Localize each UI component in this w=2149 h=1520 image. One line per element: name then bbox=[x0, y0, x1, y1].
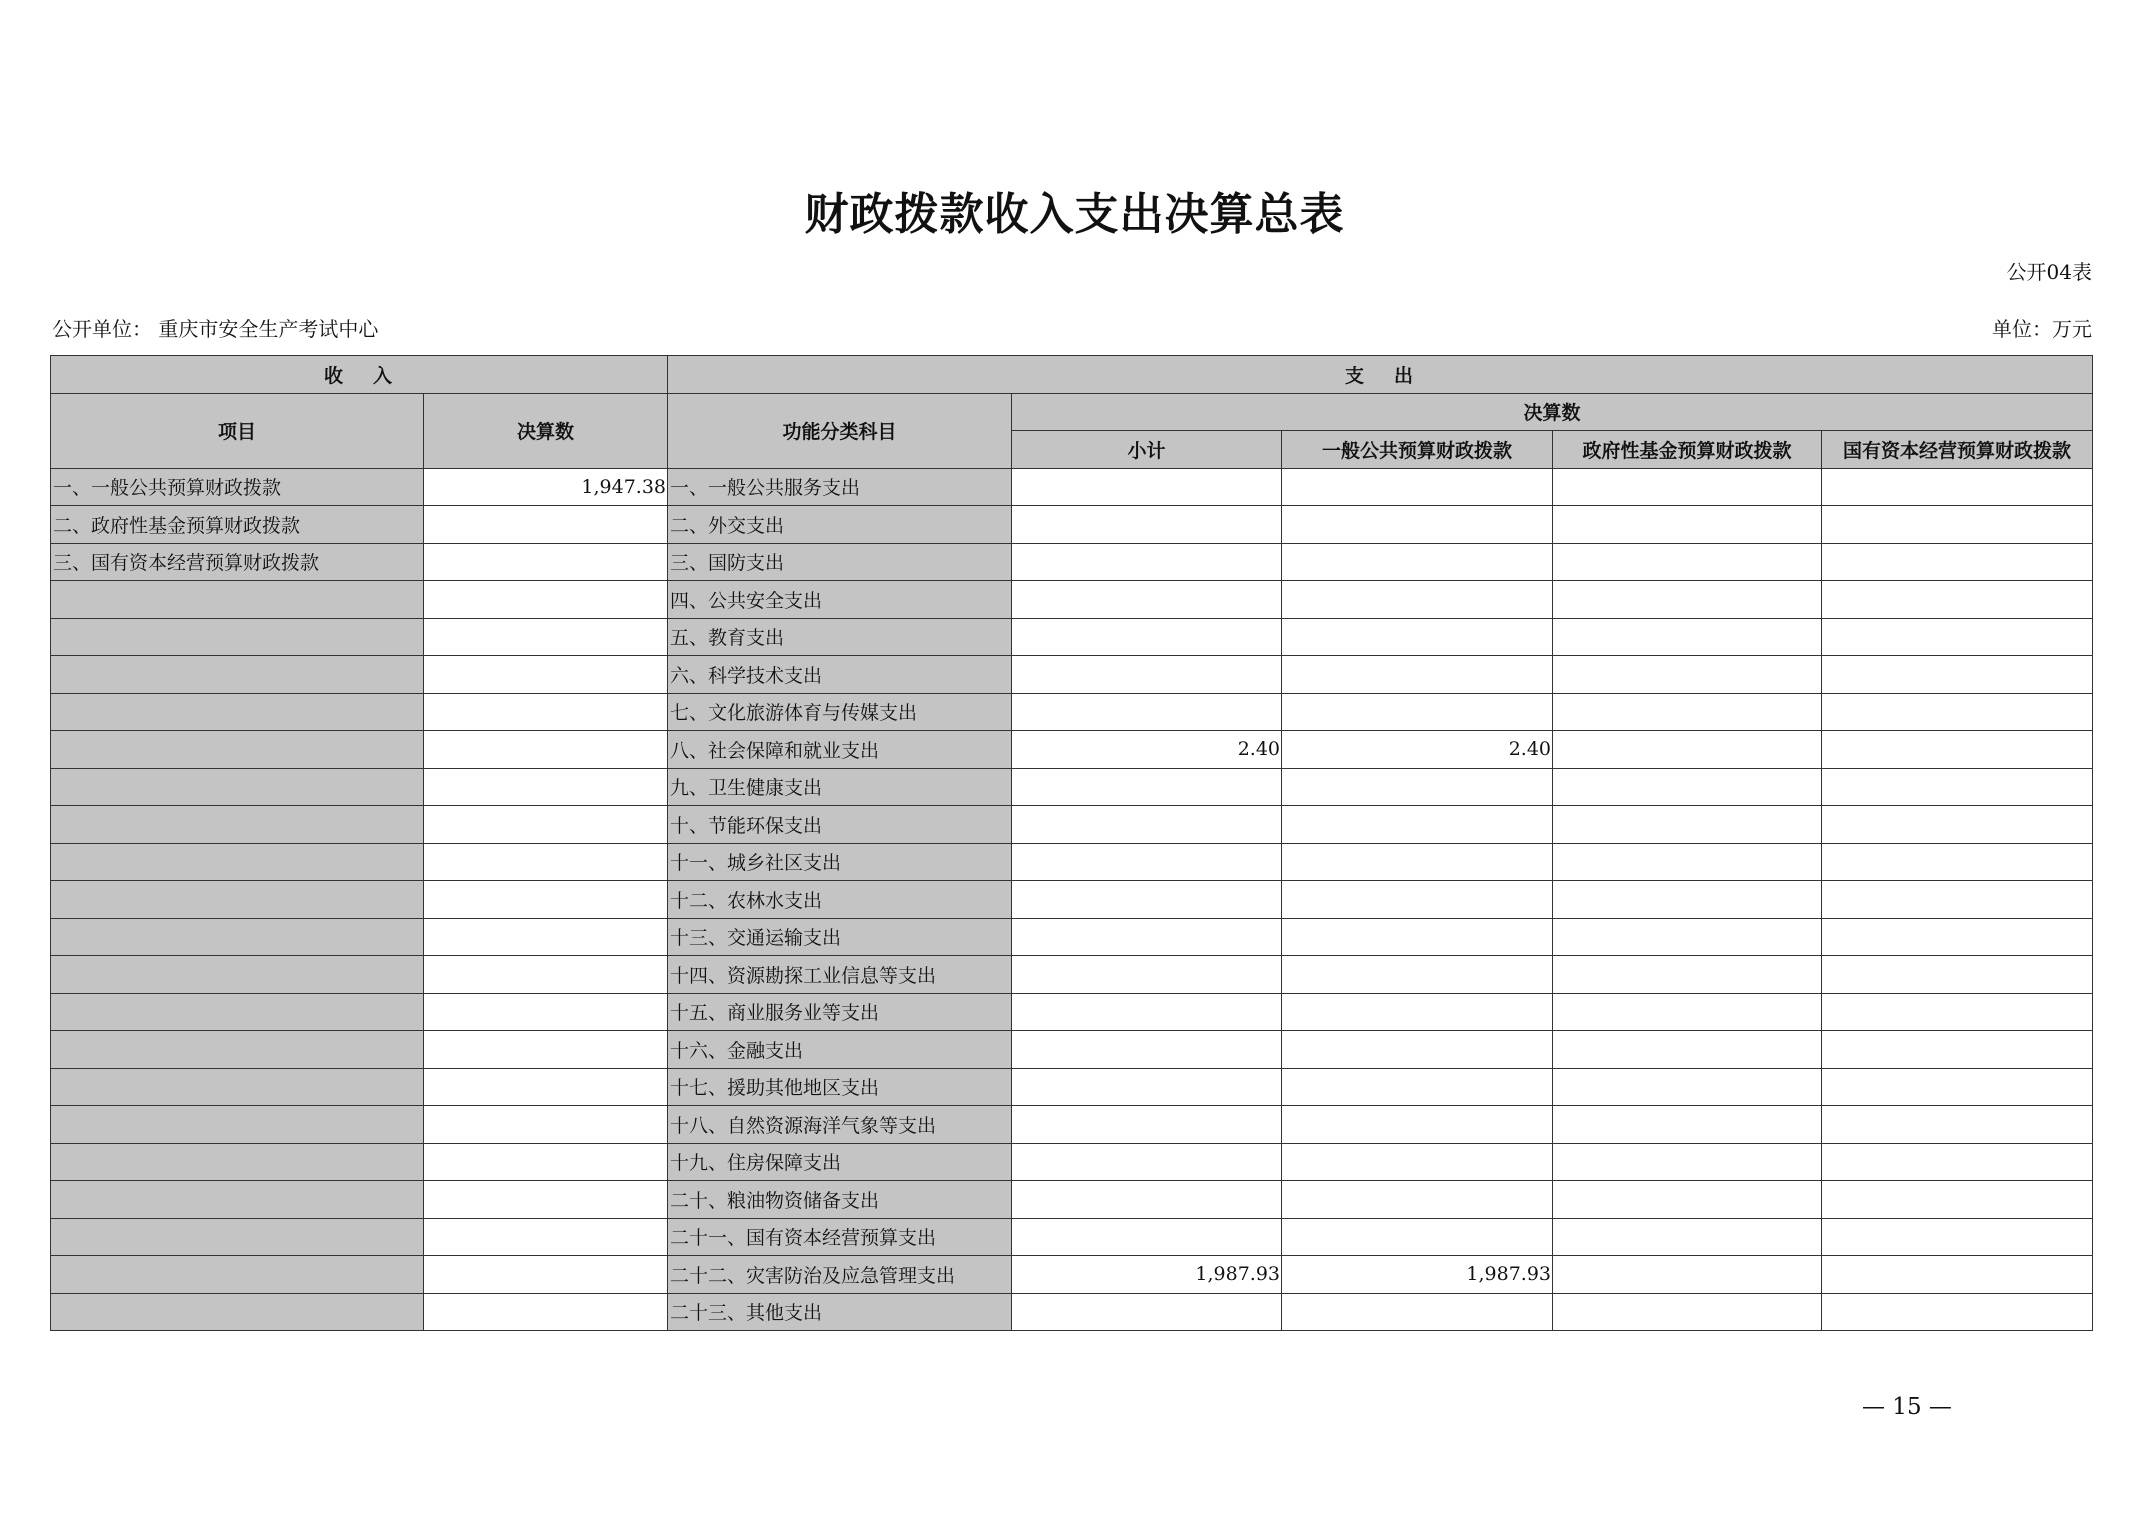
category-cell: 二十三、其他支出 bbox=[668, 1293, 1012, 1331]
subtotal-cell bbox=[1012, 543, 1282, 581]
income-item-cell: 三、国有资本经营预算财政拨款 bbox=[51, 543, 424, 581]
category-cell: 十四、资源勘探工业信息等支出 bbox=[668, 956, 1012, 994]
income-item-cell bbox=[51, 1181, 424, 1219]
general-public-cell bbox=[1282, 1293, 1553, 1331]
income-item-cell bbox=[51, 993, 424, 1031]
general-public-cell: 2.40 bbox=[1282, 731, 1553, 769]
gov-fund-cell bbox=[1553, 1218, 1822, 1256]
category-cell: 十八、自然资源海洋气象等支出 bbox=[668, 1106, 1012, 1144]
general-public-cell bbox=[1282, 956, 1553, 994]
income-amount-cell bbox=[424, 956, 668, 994]
gov-fund-cell bbox=[1553, 881, 1822, 919]
table-row bbox=[51, 656, 2093, 694]
currency-unit: 单位：万元 bbox=[1992, 317, 2092, 341]
general-public-cell bbox=[1282, 806, 1553, 844]
income-amount-cell bbox=[424, 1256, 668, 1294]
income-item-cell bbox=[51, 881, 424, 919]
table-row bbox=[51, 543, 2093, 581]
category-cell: 十一、城乡社区支出 bbox=[668, 843, 1012, 881]
gov-fund-cell bbox=[1553, 693, 1822, 731]
income-item-cell bbox=[51, 918, 424, 956]
state-capital-cell bbox=[1822, 1293, 2093, 1331]
general-public-cell bbox=[1282, 656, 1553, 694]
gov-fund-cell bbox=[1553, 806, 1822, 844]
subtotal-cell bbox=[1012, 956, 1282, 994]
state-capital-cell bbox=[1822, 693, 2093, 731]
income-amount-cell bbox=[424, 581, 668, 619]
subtotal-cell bbox=[1012, 693, 1282, 731]
income-item-cell bbox=[51, 731, 424, 769]
gov-fund-cell bbox=[1553, 468, 1822, 506]
income-amount-cell bbox=[424, 1181, 668, 1219]
income-amount-cell bbox=[424, 693, 668, 731]
subtotal-cell: 2.40 bbox=[1012, 731, 1282, 769]
income-item-cell bbox=[51, 1293, 424, 1331]
subtotal-cell bbox=[1012, 843, 1282, 881]
income-amount-cell bbox=[424, 543, 668, 581]
state-capital-cell bbox=[1822, 881, 2093, 919]
income-item-cell bbox=[51, 768, 424, 806]
category-cell: 十九、住房保障支出 bbox=[668, 1143, 1012, 1181]
table-row bbox=[51, 768, 2093, 806]
category-cell: 十七、援助其他地区支出 bbox=[668, 1068, 1012, 1106]
income-amount-cell bbox=[424, 1218, 668, 1256]
income-amount-cell bbox=[424, 506, 668, 544]
gov-fund-cell bbox=[1553, 918, 1822, 956]
income-item-cell: 二、政府性基金预算财政拨款 bbox=[51, 506, 424, 544]
state-capital-cell bbox=[1822, 768, 2093, 806]
income-item-cell bbox=[51, 1068, 424, 1106]
general-public-cell bbox=[1282, 1106, 1553, 1144]
subtotal-cell bbox=[1012, 1181, 1282, 1219]
income-item-cell bbox=[51, 1218, 424, 1256]
gov-fund-cell bbox=[1553, 843, 1822, 881]
budget-table bbox=[50, 355, 2093, 1331]
general-public-cell bbox=[1282, 881, 1553, 919]
subtotal-cell bbox=[1012, 506, 1282, 544]
income-amount-cell bbox=[424, 618, 668, 656]
income-amount-cell bbox=[424, 806, 668, 844]
category-cell: 十五、商业服务业等支出 bbox=[668, 993, 1012, 1031]
income-item-cell: 一、一般公共预算财政拨款 bbox=[51, 468, 424, 506]
state-capital-cell bbox=[1822, 1068, 2093, 1106]
table-row bbox=[51, 806, 2093, 844]
category-cell: 二、外交支出 bbox=[668, 506, 1012, 544]
subtotal-cell bbox=[1012, 1143, 1282, 1181]
category-cell: 四、公共安全支出 bbox=[668, 581, 1012, 619]
state-capital-cell bbox=[1822, 731, 2093, 769]
state-capital-cell bbox=[1822, 543, 2093, 581]
state-capital-cell bbox=[1822, 918, 2093, 956]
gov-fund-cell bbox=[1553, 1181, 1822, 1219]
income-amount-cell bbox=[424, 1143, 668, 1181]
subtotal-cell bbox=[1012, 1293, 1282, 1331]
table-row bbox=[51, 1031, 2093, 1069]
state-capital-cell bbox=[1822, 506, 2093, 544]
table-row bbox=[51, 1218, 2093, 1256]
form-number: 公开04表 bbox=[2006, 260, 2092, 284]
gov-fund-cell bbox=[1553, 656, 1822, 694]
income-amount-cell bbox=[424, 1068, 668, 1106]
state-capital-cell bbox=[1822, 843, 2093, 881]
state-capital-cell bbox=[1822, 1143, 2093, 1181]
subtotal-cell bbox=[1012, 1106, 1282, 1144]
income-amount-cell bbox=[424, 1031, 668, 1069]
function-category-header: 功能分类科目 bbox=[668, 393, 1012, 468]
gov-fund-header: 政府性基金预算财政拨款 bbox=[1553, 431, 1822, 469]
table-row bbox=[51, 1181, 2093, 1219]
general-public-cell bbox=[1282, 843, 1553, 881]
income-item-cell bbox=[51, 1256, 424, 1294]
table-row bbox=[51, 881, 2093, 919]
income-amount-cell bbox=[424, 656, 668, 694]
table-row bbox=[51, 618, 2093, 656]
income-item-cell bbox=[51, 656, 424, 694]
category-cell: 三、国防支出 bbox=[668, 543, 1012, 581]
income-header: 收入 bbox=[51, 356, 668, 394]
category-cell: 十、节能环保支出 bbox=[668, 806, 1012, 844]
income-item-cell bbox=[51, 693, 424, 731]
table-row bbox=[51, 1068, 2093, 1106]
final-amount-header: 决算数 bbox=[1012, 393, 2093, 431]
subtotal-cell bbox=[1012, 468, 1282, 506]
category-cell: 九、卫生健康支出 bbox=[668, 768, 1012, 806]
header-row-1 bbox=[51, 356, 2093, 394]
subtotal-cell bbox=[1012, 656, 1282, 694]
subtotal-cell bbox=[1012, 1068, 1282, 1106]
income-item-cell bbox=[51, 1031, 424, 1069]
subtotal-cell bbox=[1012, 918, 1282, 956]
general-public-cell bbox=[1282, 543, 1553, 581]
state-capital-header: 国有资本经营预算财政拨款 bbox=[1822, 431, 2093, 469]
income-item-cell bbox=[51, 618, 424, 656]
subtotal-cell: 1,987.93 bbox=[1012, 1256, 1282, 1294]
gov-fund-cell bbox=[1553, 1068, 1822, 1106]
general-public-header: 一般公共预算财政拨款 bbox=[1282, 431, 1553, 469]
state-capital-cell bbox=[1822, 1106, 2093, 1144]
general-public-cell bbox=[1282, 768, 1553, 806]
table-row bbox=[51, 468, 2093, 506]
category-cell: 五、教育支出 bbox=[668, 618, 1012, 656]
state-capital-cell bbox=[1822, 1256, 2093, 1294]
table-row bbox=[51, 956, 2093, 994]
income-amount-cell bbox=[424, 918, 668, 956]
state-capital-cell bbox=[1822, 656, 2093, 694]
state-capital-cell bbox=[1822, 1181, 2093, 1219]
table-row bbox=[51, 731, 2093, 769]
state-capital-cell bbox=[1822, 581, 2093, 619]
general-public-cell bbox=[1282, 1068, 1553, 1106]
table-row bbox=[51, 1293, 2093, 1331]
gov-fund-cell bbox=[1553, 1143, 1822, 1181]
state-capital-cell bbox=[1822, 993, 2093, 1031]
income-amount-cell bbox=[424, 843, 668, 881]
category-cell: 六、科学技术支出 bbox=[668, 656, 1012, 694]
state-capital-cell bbox=[1822, 618, 2093, 656]
general-public-cell bbox=[1282, 1218, 1553, 1256]
category-cell: 十二、农林水支出 bbox=[668, 881, 1012, 919]
income-item-cell bbox=[51, 581, 424, 619]
category-cell: 二十、粮油物资储备支出 bbox=[668, 1181, 1012, 1219]
category-cell: 七、文化旅游体育与传媒支出 bbox=[668, 693, 1012, 731]
income-item-cell bbox=[51, 806, 424, 844]
page-title: 财政拨款收入支出决算总表 bbox=[804, 189, 1345, 240]
table-row bbox=[51, 993, 2093, 1031]
subtotal-cell bbox=[1012, 768, 1282, 806]
subtotal-cell bbox=[1012, 806, 1282, 844]
amount-header: 决算数 bbox=[424, 393, 668, 468]
subtotal-cell bbox=[1012, 1218, 1282, 1256]
gov-fund-cell bbox=[1553, 1293, 1822, 1331]
subtotal-cell bbox=[1012, 1031, 1282, 1069]
general-public-cell bbox=[1282, 1143, 1553, 1181]
state-capital-cell bbox=[1822, 956, 2093, 994]
table-row bbox=[51, 1106, 2093, 1144]
page-number: — 15 — bbox=[1862, 1394, 1952, 1420]
header-row-2 bbox=[51, 393, 2093, 431]
table-row bbox=[51, 918, 2093, 956]
table-row bbox=[51, 581, 2093, 619]
state-capital-cell bbox=[1822, 468, 2093, 506]
category-cell: 一、一般公共服务支出 bbox=[668, 468, 1012, 506]
income-amount-cell bbox=[424, 1106, 668, 1144]
subtotal-cell bbox=[1012, 881, 1282, 919]
income-item-cell bbox=[51, 1143, 424, 1181]
subtotal-cell bbox=[1012, 618, 1282, 656]
general-public-cell: 1,987.93 bbox=[1282, 1256, 1553, 1294]
item-header: 项目 bbox=[51, 393, 424, 468]
gov-fund-cell bbox=[1553, 543, 1822, 581]
gov-fund-cell bbox=[1553, 768, 1822, 806]
category-cell: 十六、金融支出 bbox=[668, 1031, 1012, 1069]
income-amount-cell bbox=[424, 768, 668, 806]
table-row bbox=[51, 506, 2093, 544]
general-public-cell bbox=[1282, 1181, 1553, 1219]
subtotal-cell bbox=[1012, 993, 1282, 1031]
gov-fund-cell bbox=[1553, 506, 1822, 544]
general-public-cell bbox=[1282, 918, 1553, 956]
table-row bbox=[51, 1256, 2093, 1294]
state-capital-cell bbox=[1822, 1031, 2093, 1069]
general-public-cell bbox=[1282, 1031, 1553, 1069]
general-public-cell bbox=[1282, 468, 1553, 506]
category-cell: 十三、交通运输支出 bbox=[668, 918, 1012, 956]
gov-fund-cell bbox=[1553, 731, 1822, 769]
income-amount-cell bbox=[424, 881, 668, 919]
gov-fund-cell bbox=[1553, 618, 1822, 656]
expense-header: 支出 bbox=[668, 356, 2093, 394]
income-item-cell bbox=[51, 1106, 424, 1144]
income-item-cell bbox=[51, 843, 424, 881]
reporting-unit: 公开单位： 重庆市安全生产考试中心 bbox=[52, 317, 379, 341]
gov-fund-cell bbox=[1553, 1106, 1822, 1144]
gov-fund-cell bbox=[1553, 581, 1822, 619]
gov-fund-cell bbox=[1553, 1256, 1822, 1294]
general-public-cell bbox=[1282, 618, 1553, 656]
table-row bbox=[51, 843, 2093, 881]
table-row bbox=[51, 693, 2093, 731]
gov-fund-cell bbox=[1553, 993, 1822, 1031]
income-amount-cell bbox=[424, 1293, 668, 1331]
general-public-cell bbox=[1282, 693, 1553, 731]
income-amount-cell: 1,947.38 bbox=[424, 468, 668, 506]
table-row bbox=[51, 1143, 2093, 1181]
gov-fund-cell bbox=[1553, 956, 1822, 994]
income-amount-cell bbox=[424, 993, 668, 1031]
subtotal-cell bbox=[1012, 581, 1282, 619]
subtotal-header: 小计 bbox=[1012, 431, 1282, 469]
gov-fund-cell bbox=[1553, 1031, 1822, 1069]
category-cell: 八、社会保障和就业支出 bbox=[668, 731, 1012, 769]
state-capital-cell bbox=[1822, 806, 2093, 844]
general-public-cell bbox=[1282, 993, 1553, 1031]
category-cell: 二十一、国有资本经营预算支出 bbox=[668, 1218, 1012, 1256]
income-item-cell bbox=[51, 956, 424, 994]
state-capital-cell bbox=[1822, 1218, 2093, 1256]
general-public-cell bbox=[1282, 506, 1553, 544]
general-public-cell bbox=[1282, 581, 1553, 619]
income-amount-cell bbox=[424, 731, 668, 769]
category-cell: 二十二、灾害防治及应急管理支出 bbox=[668, 1256, 1012, 1294]
